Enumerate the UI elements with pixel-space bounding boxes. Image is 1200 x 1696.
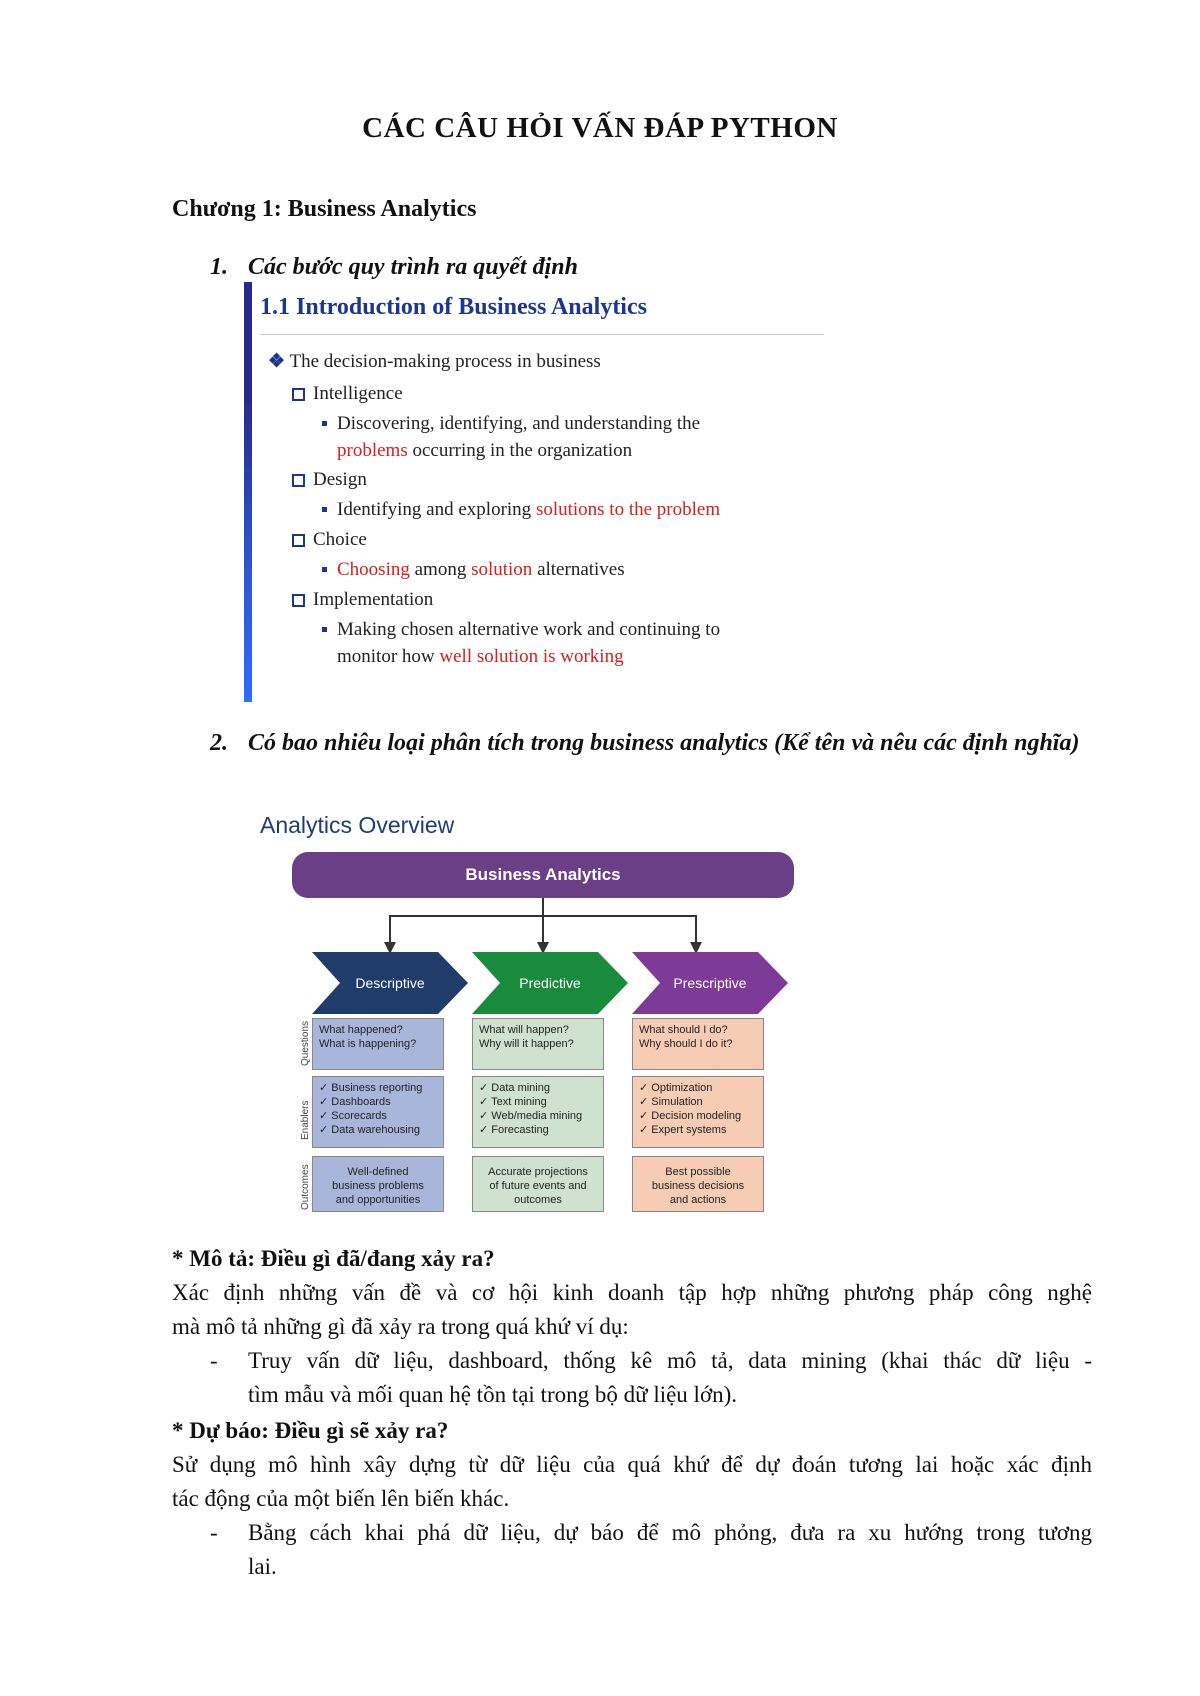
dot-bullet-icon (322, 507, 327, 512)
descriptive-paragraph-line-1: Xác định những vấn đề và cơ hội kinh doanh tập hợp những phương pháp công nghệ (172, 1280, 1092, 1305)
square-bullet-icon (292, 534, 305, 547)
descriptive-enablers-box: ✓ Business reporting ✓ Dashboards ✓ Scorecards ✓ Data warehousing (312, 1076, 444, 1148)
step-intelligence: Intelligence (292, 380, 403, 407)
descriptive-dash: - (210, 1348, 218, 1373)
prescriptive-questions-box: What should I do? Why should I do it? (632, 1018, 764, 1070)
chevron-descriptive: Descriptive (312, 952, 468, 1014)
step-choice: Choice (292, 526, 367, 553)
square-bullet-icon (292, 474, 305, 487)
predictive-outcome-box: Accurate projections of future events and outcomes (472, 1156, 604, 1212)
question-1-text: Các bước quy trình ra quyết định (248, 254, 578, 280)
slide-accent-bar (244, 282, 252, 702)
step-intelligence-detail: Discovering, identifying, and understanding the problems occurring in the organization (322, 410, 700, 464)
step-implementation-detail: Making chosen alternative work and continuing to monitor how well solution is working (322, 616, 720, 670)
prescriptive-outcome-box: Best possible business decisions and actions (632, 1156, 764, 1212)
question-2-text: Có bao nhiêu loại phân tích trong business analytics (Kể tên và nêu các định nghĩa) (248, 730, 1080, 756)
side-label-outcomes: Outcomes (300, 1164, 311, 1210)
predictive-paragraph-line-2: tác động của một biến lên biến khác. (172, 1486, 510, 1511)
predictive-enablers-box: ✓ Data mining ✓ Text mining ✓ Web/media mining ✓ Forecasting (472, 1076, 604, 1148)
descriptive-item-line-1: Truy vấn dữ liệu, dashboard, thống kê mô tả, data mining (khai thác dữ liệu - (248, 1348, 1092, 1373)
decision-process-slide (244, 282, 824, 702)
slide-intro: ❖ The decision-making process in business (268, 351, 601, 372)
descriptive-item-line-2: tìm mẫu và mối quan hệ tồn tại trong bộ dữ liệu lớn). (248, 1382, 738, 1407)
descriptive-paragraph-line-2: mà mô tả những gì đã xảy ra trong quá khứ ví dụ: (172, 1314, 629, 1339)
slide-divider (260, 334, 824, 335)
dot-bullet-icon (322, 567, 327, 572)
chevron-prescriptive: Prescriptive (632, 952, 788, 1014)
predictive-item-line-2: lai. (248, 1554, 277, 1579)
diamond-bullet-icon: ❖ (268, 351, 286, 372)
business-analytics-banner: Business Analytics (292, 852, 794, 898)
step-design: Design (292, 466, 367, 493)
predictive-paragraph-line-1: Sử dụng mô hình xây dựng từ dữ liệu của quá khứ để dự đoán tương lai hoặc xác định (172, 1452, 1092, 1477)
side-label-enablers: Enablers (300, 1100, 311, 1140)
step-choice-detail: Choosing among solution alternatives (322, 556, 625, 583)
square-bullet-icon (292, 594, 305, 607)
predictive-item-line-1: Bằng cách khai phá dữ liệu, dự báo để mô phỏng, đưa ra xu hướng trong tương (248, 1520, 1092, 1545)
prescriptive-enablers-box: ✓ Optimization ✓ Simulation ✓ Decision modeling ✓ Expert systems (632, 1076, 764, 1148)
connector-arrows (292, 898, 794, 958)
question-2 (210, 728, 1090, 759)
descriptive-questions-box: What happened? What is happening? (312, 1018, 444, 1070)
analytics-overview-title: Analytics Overview (260, 812, 455, 838)
question-1 (210, 252, 1090, 283)
step-design-detail: Identifying and exploring solutions to the problem (322, 496, 720, 523)
predictive-questions-box: What will happen? Why will it happen? (472, 1018, 604, 1070)
slide-title: 1.1 Introduction of Business Analytics (260, 294, 647, 320)
square-bullet-icon (292, 388, 305, 401)
dot-bullet-icon (322, 421, 327, 426)
page-title: CÁC CÂU HỎI VẤN ĐÁP PYTHON (362, 112, 838, 144)
descriptive-outcome-box: Well-defined business problems and opportunities (312, 1156, 444, 1212)
descriptive-heading: * Mô tả: Điều gì đã/đang xảy ra? (172, 1246, 495, 1271)
question-1-number: 1. (210, 254, 228, 280)
predictive-heading: * Dự báo: Điều gì sẽ xảy ra? (172, 1418, 449, 1443)
chevron-predictive: Predictive (472, 952, 628, 1014)
chapter-heading: Chương 1: Business Analytics (172, 196, 477, 222)
question-2-number: 2. (210, 730, 228, 756)
side-label-questions: Questions (300, 1020, 311, 1066)
step-implementation: Implementation (292, 586, 433, 613)
predictive-dash: - (210, 1520, 218, 1545)
dot-bullet-icon (322, 627, 327, 632)
